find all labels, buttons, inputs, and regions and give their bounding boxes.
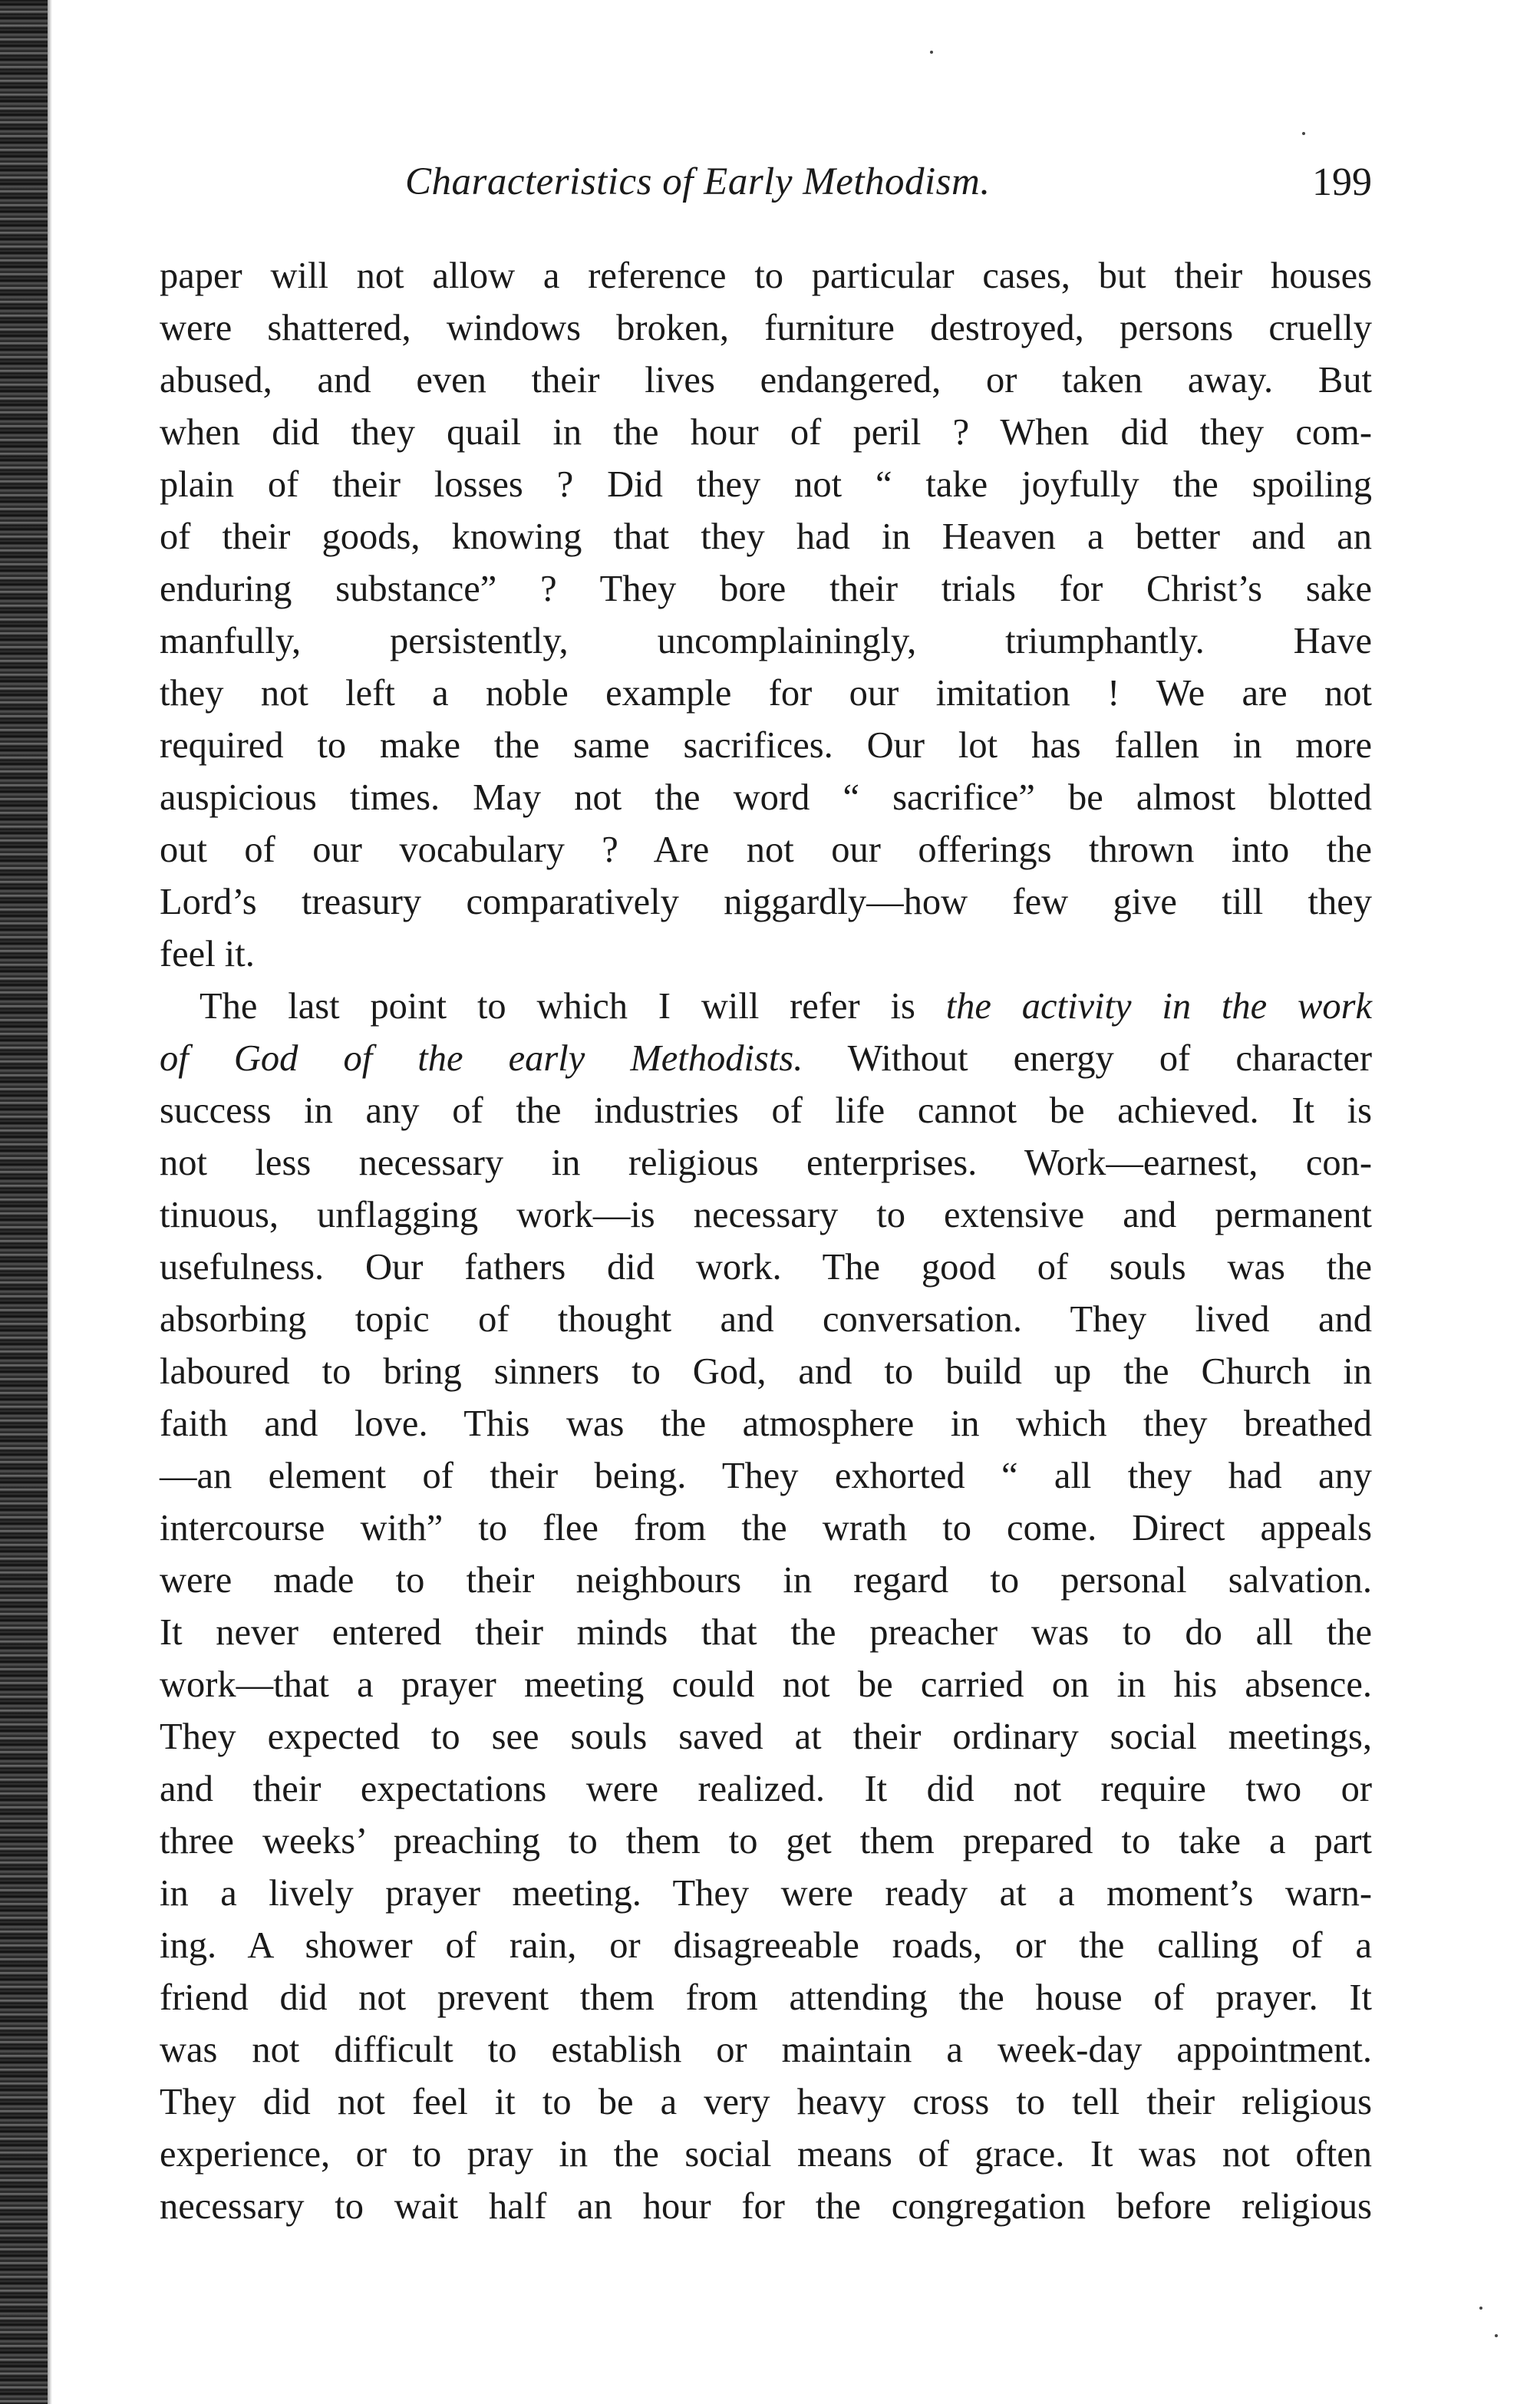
print-speck bbox=[930, 51, 933, 54]
text-run: Without energy of character bbox=[803, 1038, 1372, 1079]
text-line: feel it. bbox=[160, 934, 255, 974]
text-line: of their goods, knowing that they had in Heaven a better and an bbox=[160, 516, 1372, 557]
body-text bbox=[160, 250, 1372, 2233]
text-line: They did not feel it to be a very heavy cross to tell their religious bbox=[160, 2082, 1372, 2122]
text-line: were shattered, windows broken, furniture destroyed, persons cruelly bbox=[160, 308, 1372, 348]
italic-phrase: of God of the early Methodists. bbox=[160, 1038, 803, 1079]
text-line: It never entered their minds that the preacher was to do all the bbox=[160, 1612, 1372, 1653]
page-binding-edge bbox=[0, 0, 48, 2404]
text-line: work—that a prayer meeting could not be carried on in his absence. bbox=[160, 1664, 1372, 1705]
italic-phrase: the activity in the work bbox=[945, 986, 1372, 1027]
text-line: Lord’s treasury comparatively niggardly—how few give till they bbox=[160, 882, 1372, 922]
text-line: when did they quail in the hour of peril ? When did they com- bbox=[160, 412, 1372, 453]
running-title: Characteristics of Early Methodism. bbox=[405, 160, 991, 203]
text-line: ing. A shower of rain, or disagreeable roads, or the calling of a bbox=[160, 1925, 1372, 1966]
text-line: intercourse with” to flee from the wrath to come. Direct appeals bbox=[160, 1508, 1372, 1548]
text-line: plain of their losses ? Did they not “ take joyfully the spoiling bbox=[160, 464, 1372, 505]
text-line: They expected to see souls saved at their ordinary social meetings, bbox=[160, 1716, 1372, 1757]
text-line: laboured to bring sinners to God, and to build up the Church in bbox=[160, 1351, 1372, 1392]
text-line: out of our vocabulary ? Are not our offerings thrown into the bbox=[160, 829, 1372, 870]
text-line: enduring substance” ? They bore their trials for Christ’s sake bbox=[160, 569, 1372, 609]
text-line: three weeks’ preaching to them to get them prepared to take a part bbox=[160, 1821, 1372, 1862]
text-line: —an element of their being. They exhorted “ all they had any bbox=[160, 1456, 1372, 1496]
text-line: not less necessary in religious enterprises. Work—earnest, con- bbox=[160, 1143, 1372, 1183]
text-line: auspicious times. May not the word “ sacrifice” be almost blotted bbox=[160, 777, 1372, 818]
text-run: The last point to which I will refer is bbox=[200, 986, 946, 1027]
print-speck bbox=[1495, 2334, 1498, 2337]
text-line: and their expectations were realized. It did not require two or bbox=[160, 1769, 1372, 1809]
running-head bbox=[160, 160, 1372, 213]
text-line: manfully, persistently, uncomplainingly, triumphantly. Have bbox=[160, 621, 1372, 661]
text-line: faith and love. This was the atmosphere in which they breathed bbox=[160, 1403, 1372, 1444]
text-line: required to make the same sacrifices. Our lot has fallen in more bbox=[160, 725, 1372, 766]
text-line: experience, or to pray in the social means of grace. It was not often bbox=[160, 2134, 1372, 2175]
text-line: absorbing topic of thought and conversation. They lived and bbox=[160, 1299, 1372, 1340]
text-line: friend did not prevent them from attending the house of prayer. It bbox=[160, 1977, 1372, 2018]
page-number: 199 bbox=[1312, 160, 1372, 204]
text-line: paper will not allow a reference to particular cases, but their houses bbox=[160, 256, 1372, 296]
text-line: tinuous, unflagging work—is necessary to extensive and permanent bbox=[160, 1195, 1372, 1235]
text-line bbox=[160, 1033, 1372, 1085]
print-speck bbox=[1479, 2307, 1482, 2310]
text-line: in a lively prayer meeting. They were ready at a moment’s warn- bbox=[160, 1873, 1372, 1914]
text-line: abused, and even their lives endangered, or taken away. But bbox=[160, 360, 1372, 401]
paragraph-start-line bbox=[160, 981, 1372, 1033]
text-line: necessary to wait half an hour for the congregation before religious bbox=[160, 2186, 1372, 2227]
text-line: they not left a noble example for our imitation ! We are not bbox=[160, 673, 1372, 714]
text-line: was not difficult to establish or maintain a week-day appointment. bbox=[160, 2030, 1372, 2070]
text-line: usefulness. Our fathers did work. The good of souls was the bbox=[160, 1247, 1372, 1288]
print-speck bbox=[1302, 132, 1305, 135]
text-line: were made to their neighbours in regard to personal salvation. bbox=[160, 1560, 1372, 1601]
text-line: success in any of the industries of life cannot be achieved. It is bbox=[160, 1090, 1372, 1131]
